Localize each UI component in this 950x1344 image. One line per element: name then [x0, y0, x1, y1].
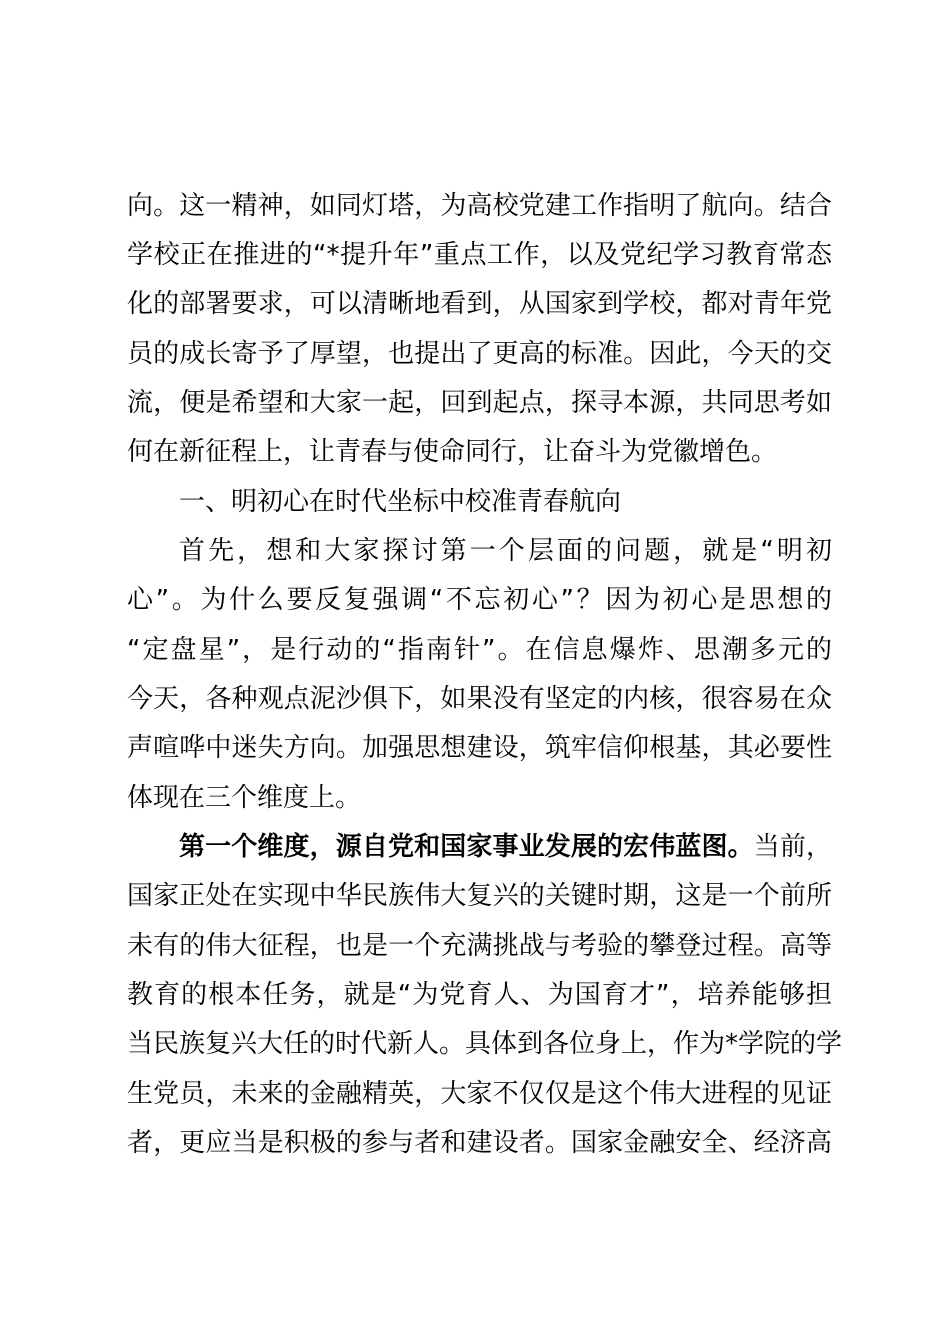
paragraph-line: 者，更应当是积极的参与者和建设者。国家金融安全、经济高: [127, 1128, 832, 1158]
paragraph-line: 化的部署要求，可以清晰地看到，从国家到学校，都对青年党: [127, 289, 832, 319]
paragraph-line: 教育的根本任务，就是“为党育人、为国育才”，培养能够担: [127, 980, 832, 1010]
paragraph-line: 国家正处在实现中华民族伟大复兴的关键时期，这是一个前所: [127, 881, 832, 911]
paragraph-line: 首先，想和大家探讨第一个层面的问题，就是“明初: [179, 536, 832, 566]
paragraph-line: 今天，各种观点泥沙俱下，如果没有坚定的内核，很容易在众: [127, 684, 832, 714]
paragraph-line: 心”。为什么要反复强调“不忘初心”？因为初心是思想的: [127, 585, 832, 615]
paragraph-line: 声喧哗中迷失方向。加强思想建设，筑牢信仰根基，其必要性: [127, 733, 832, 763]
paragraph-line-with-bold-lead: [179, 827, 832, 867]
paragraph-line: 体现在三个维度上。: [127, 783, 362, 813]
paragraph-line: 员的成长寄予了厚望，也提出了更高的标准。因此，今天的交: [127, 339, 832, 369]
section-heading: 一、明初心在时代坐标中校准青春航向: [179, 487, 622, 517]
paragraph-line: 何在新征程上，让青春与使命同行，让奋斗为党徽增色。: [127, 437, 778, 467]
paragraph-line: 当民族复兴大任的时代新人。具体到各位身上，作为*学院的学: [127, 1029, 843, 1059]
bold-subheading: 第一个维度，源自党和国家事业发展的宏伟蓝图。: [179, 832, 754, 862]
paragraph-line: 向。这一精神，如同灯塔，为高校党建工作指明了航向。结合: [127, 191, 832, 221]
paragraph-line: 未有的伟大征程，也是一个充满挑战与考验的攀登过程。高等: [127, 931, 832, 961]
paragraph-line: 流，便是希望和大家一起，回到起点，探寻本源，共同思考如: [127, 388, 832, 418]
paragraph-text: 当前，: [753, 832, 832, 862]
paragraph-line: 生党员，未来的金融精英，大家不仅仅是这个伟大进程的见证: [127, 1079, 832, 1109]
paragraph-line: “定盘星”，是行动的“指南针”。在信息爆炸、思潮多元的: [127, 635, 832, 665]
paragraph-line: 学校正在推进的“*提升年”重点工作，以及党纪学习教育常态: [127, 240, 832, 270]
